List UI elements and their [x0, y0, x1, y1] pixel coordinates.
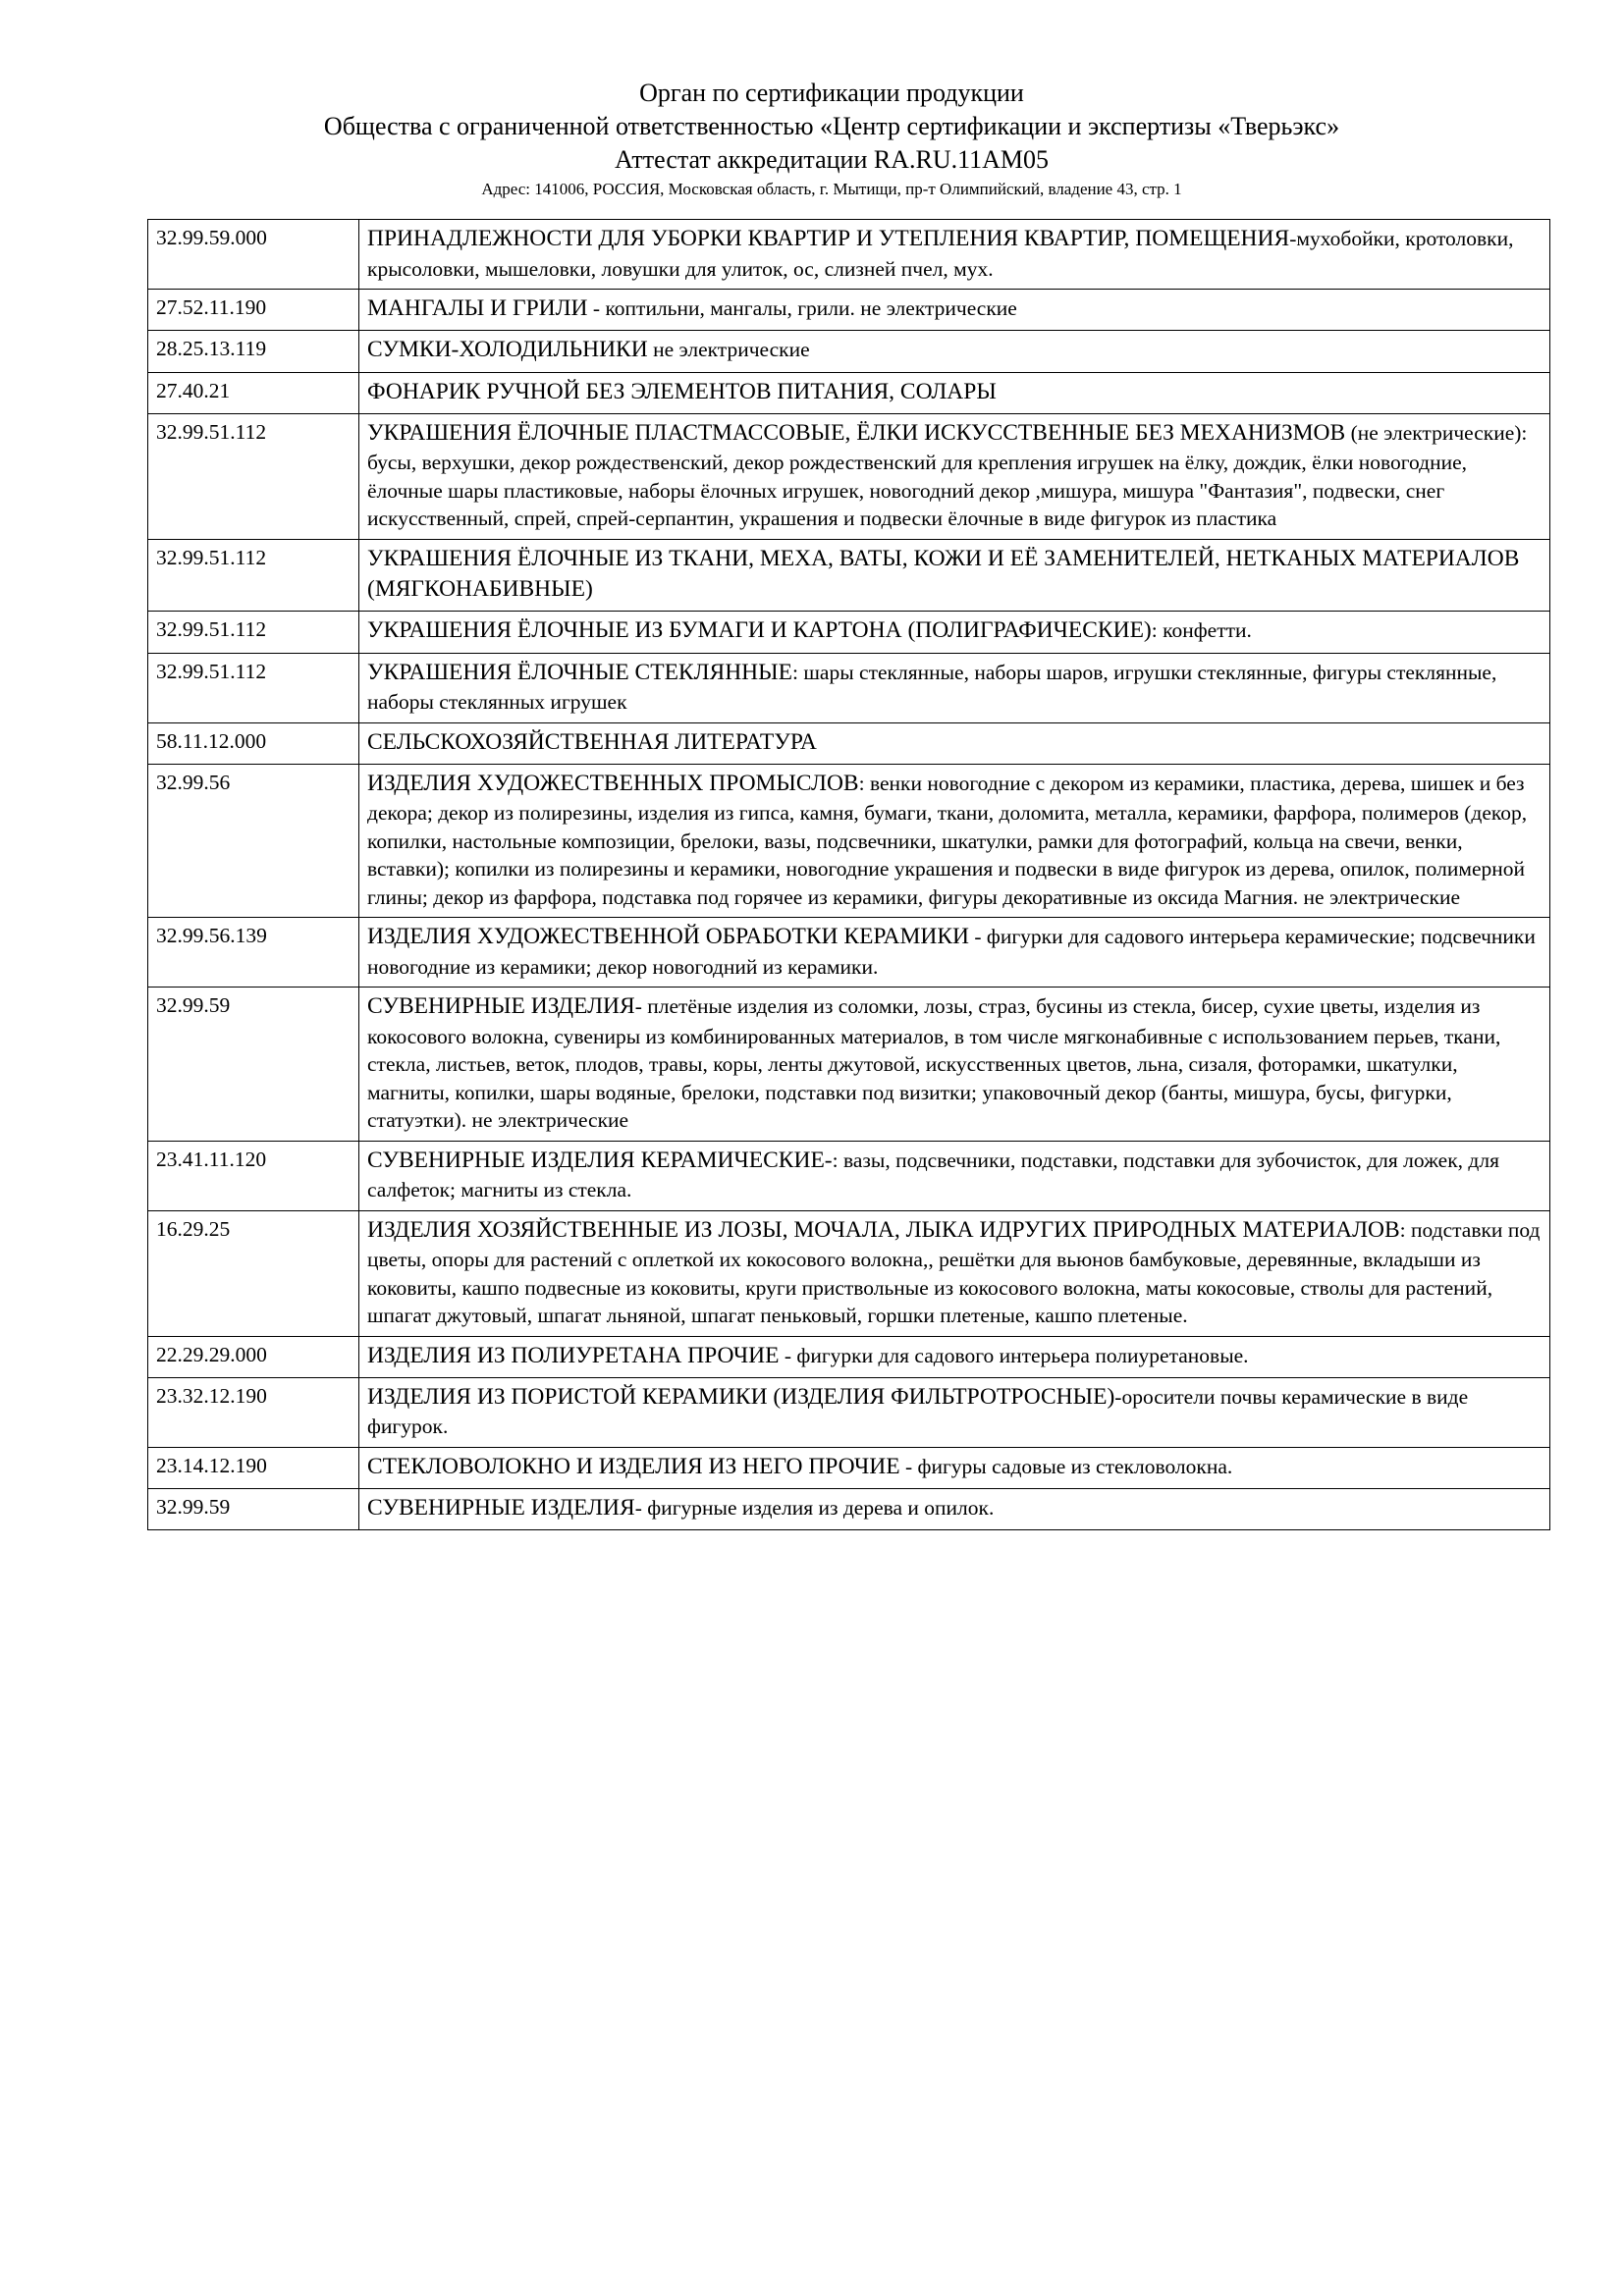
- description-cell: [359, 764, 1550, 918]
- description-text: не электрические: [647, 338, 810, 362]
- description-text: : вазы, подсвечники, подставки, подставки для зубочисток, для ложек, для салфеток; магниты из стекла.: [367, 1148, 1499, 1202]
- description-cell: [359, 918, 1550, 988]
- table-body: [148, 220, 1550, 1530]
- description-title: УКРАШЕНИЯ ЁЛОЧНЫЕ ИЗ БУМАГИ И КАРТОНА (ПОЛИГРАФИЧЕСКИЕ): [367, 617, 1152, 644]
- description-title: ИЗДЕЛИЯ ХУДОЖЕСТВЕННЫХ ПРОМЫСЛОВ: [367, 770, 859, 796]
- okpd-code-cell: 58.11.12.000: [148, 722, 359, 764]
- description-text: -мухобойки, кротоловки, крысоловки, мышеловки, ловушки для улиток, ос, слизней пчел, мух.: [367, 227, 1514, 281]
- okpd-code-cell: 23.32.12.190: [148, 1378, 359, 1448]
- okpd-code-cell: 32.99.59: [148, 988, 359, 1142]
- okpd-code-cell: 32.99.56: [148, 764, 359, 918]
- table-row: [148, 1378, 1550, 1448]
- table-row: [148, 1336, 1550, 1377]
- description-cell: [359, 331, 1550, 372]
- okpd-code-cell: 23.41.11.120: [148, 1141, 359, 1210]
- description-title: СУВЕНИРНЫЕ ИЗДЕЛИЯ: [367, 1495, 635, 1522]
- okpd-code-cell: 32.99.51.112: [148, 413, 359, 539]
- description-cell: [359, 539, 1550, 612]
- description-title: ИЗДЕЛИЯ ХУДОЖЕСТВЕННОЙ ОБРАБОТКИ КЕРАМИКИ: [367, 924, 969, 950]
- table-row: [148, 1141, 1550, 1210]
- description-text: (не электрические): бусы, верхушки, декор рождественский, декор рождественский для крепления игрушек на ёлку, дождик, ёлки новогодние, ёлочные шары пластиковые, наборы ёлочных игрушек, новогодний декор ,мишура, мишура "Фантазия", подвески, снег искусственный, спрей, спрей-серпантин, украшения и подвески ёлочные в виде фигурок из пластика: [367, 420, 1528, 531]
- description-title: ПРИНАДЛЕЖНОСТИ ДЛЯ УБОРКИ КВАРТИР И УТЕПЛЕНИЯ КВАРТИР, ПОМЕЩЕНИЯ: [367, 226, 1290, 252]
- description-title: МАНГАЛЫ И ГРИЛИ: [367, 295, 588, 322]
- okpd-code-cell: 32.99.56.139: [148, 918, 359, 988]
- description-text: : подставки под цветы, опоры для растений с оплеткой их кокосового волокна,, решётки для вьюнов бамбуковые, деревянные, вкладыши из коковиты, кашпо подвесные из коковиты, круги приствольные из кокосового волокна, маты кокосовые, стволы для растений, шпагат джутовый, шпагат льняной, шпагат пеньковый, горшки плетеные, кашпо плетеные.: [367, 1217, 1541, 1328]
- description-cell: [359, 1447, 1550, 1488]
- okpd-code-cell: 27.52.11.190: [148, 290, 359, 331]
- table-row: [148, 1489, 1550, 1530]
- description-title: СЕЛЬСКОХОЗЯЙСТВЕННАЯ ЛИТЕРАТУРА: [367, 728, 817, 755]
- table-row: [148, 331, 1550, 372]
- okpd-code-cell: 32.99.59.000: [148, 220, 359, 290]
- description-cell: [359, 1336, 1550, 1377]
- description-title: УКРАШЕНИЯ ЁЛОЧНЫЕ ИЗ ТКАНИ, МЕХА, ВАТЫ, КОЖИ И ЕЁ ЗАМЕНИТЕЛЕЙ, НЕТКАНЫХ МАТЕРИАЛОВ (МЯГКОНАБИВНЫЕ): [367, 545, 1520, 603]
- description-title: УКРАШЕНИЯ ЁЛОЧНЫЕ ПЛАСТМАССОВЫЕ, ЁЛКИ ИСКУССТВЕННЫЕ БЕЗ МЕХАНИЗМОВ: [367, 419, 1346, 446]
- description-cell: [359, 220, 1550, 290]
- table-row: [148, 653, 1550, 722]
- description-title: ИЗДЕЛИЯ ХОЗЯЙСТВЕННЫЕ ИЗ ЛОЗЫ, МОЧАЛА, ЛЫКА ИДРУГИХ ПРИРОДНЫХ МАТЕРИАЛОВ: [367, 1216, 1400, 1243]
- okpd-code-cell: 22.29.29.000: [148, 1336, 359, 1377]
- okpd-code-cell: 32.99.59: [148, 1489, 359, 1530]
- description-text: - фигурные изделия из дерева и опилок.: [634, 1496, 995, 1521]
- description-title: СУВЕНИРНЫЕ ИЗДЕЛИЯ КЕРАМИЧЕСКИЕ-: [367, 1147, 833, 1173]
- table-row: [148, 722, 1550, 764]
- description-text: - фигуры садовые из стекловолокна.: [899, 1454, 1233, 1478]
- description-cell: [359, 1141, 1550, 1210]
- table-row: [148, 372, 1550, 413]
- header-line-organization: Орган по сертификации продукции: [639, 79, 1024, 107]
- description-text: : венки новогодние с декором из керамики, пластика, дерева, шишек и без декора; декор из полирезины, изделия из гипса, камня, бумаги, ткани, доломита, металла, керамики, фарфора, полимеров (декор, копилки, настольные композиции, брелоки, вазы, подсвечники, шкатулки, рамки для фотографий, кольца на свечи, венки, вставки); копилки из полирезины и керамики, новогодние украшения и подвески в виде фигурок из дерева, опилок, полимерной глины; декор из фарфора, подставка под горячее из керамики, фигуры декоративные из оксида Магния. не электрические: [367, 771, 1528, 909]
- header-line-address: Адрес: 141006, РОССИЯ, Московская область, г. Мытищи, пр-т Олимпийский, владение 43, стр. 1: [481, 180, 1182, 199]
- description-cell: [359, 653, 1550, 722]
- okpd-code-cell: 27.40.21: [148, 372, 359, 413]
- description-text: - фигурки для садового интерьера керамические; подсвечники новогодние из керамики; декор новогодний из керамики.: [367, 925, 1536, 979]
- description-text: - плетёные изделия из соломки, лозы, страз, бусины из стекла, бисер, сухие цветы, изделия из кокосового волокна, сувениры из комбинированных материалов, в том числе мягконабивные с использованием перьев, ткани, стекла, листьев, веток, плодов, травы, коры, ленты джутовой, искусственных цветов, льна, сизаля, фоторамки, шкатулки, магниты, копилки, шары водяные, брелоки, подставки под визитки; упаковочный декор (банты, мишура, бусы, фигурки, статуэтки). не электрические: [367, 994, 1501, 1133]
- description-cell: [359, 612, 1550, 653]
- description-cell: [359, 1210, 1550, 1336]
- table-row: [148, 988, 1550, 1142]
- description-title: СТЕКЛОВОЛОКНО И ИЗДЕЛИЯ ИЗ НЕГО ПРОЧИЕ: [367, 1453, 900, 1479]
- okpd-code-cell: 16.29.25: [148, 1210, 359, 1336]
- table-row: [148, 539, 1550, 612]
- description-cell: [359, 372, 1550, 413]
- description-cell: [359, 988, 1550, 1142]
- description-cell: [359, 1489, 1550, 1530]
- document-header: [147, 77, 1516, 201]
- description-title: СУВЕНИРНЫЕ ИЗДЕЛИЯ: [367, 993, 635, 1020]
- description-cell: [359, 290, 1550, 331]
- description-title: ИЗДЕЛИЯ ИЗ ПОРИСТОЙ КЕРАМИКИ (ИЗДЕЛИЯ ФИЛЬТРОТРОСНЫЕ): [367, 1384, 1115, 1411]
- description-text: : конфетти.: [1151, 618, 1252, 643]
- description-text: - коптильни, мангалы, грили. не электрические: [587, 296, 1017, 321]
- description-cell: [359, 1378, 1550, 1448]
- table-row: [148, 1447, 1550, 1488]
- okpd-code-cell: 32.99.51.112: [148, 539, 359, 612]
- header-line-accreditation: Аттестат аккредитации RA.RU.11АМ05: [614, 144, 1050, 174]
- description-title: СУМКИ-ХОЛОДИЛЬНИКИ: [367, 337, 648, 363]
- description-text: -оросители почвы керамические в виде фигурок.: [367, 1385, 1469, 1439]
- table-row: [148, 918, 1550, 988]
- table-row: [148, 290, 1550, 331]
- table-row: [148, 764, 1550, 918]
- description-text: - фигурки для садового интерьера полиуретановые.: [779, 1343, 1249, 1367]
- okpd-code-cell: 28.25.13.119: [148, 331, 359, 372]
- table-row: [148, 413, 1550, 539]
- table-row: [148, 1210, 1550, 1336]
- description-title: ИЗДЕЛИЯ ИЗ ПОЛИУРЕТАНА ПРОЧИЕ: [367, 1342, 780, 1368]
- description-title: УКРАШЕНИЯ ЁЛОЧНЫЕ СТЕКЛЯННЫЕ: [367, 659, 793, 685]
- description-cell: [359, 413, 1550, 539]
- okpd-code-cell: 23.14.12.190: [148, 1447, 359, 1488]
- table-row: [148, 612, 1550, 653]
- table-row: [148, 220, 1550, 290]
- okpd-code-cell: 32.99.51.112: [148, 612, 359, 653]
- okpd-code-cell: 32.99.51.112: [148, 653, 359, 722]
- description-text: : шары стеклянные, наборы шаров, игрушки стеклянные, фигуры стеклянные, наборы стеклянных игрушек: [367, 660, 1497, 714]
- header-line-company: Общества с ограниченной ответственностью «Центр сертификации и экспертизы «Тверьэкс»: [323, 111, 1340, 140]
- description-title: ФОНАРИК РУЧНОЙ БЕЗ ЭЛЕМЕНТОВ ПИТАНИЯ, СОЛАРЫ: [367, 378, 997, 404]
- description-cell: [359, 722, 1550, 764]
- product-classification-table: [147, 219, 1550, 1530]
